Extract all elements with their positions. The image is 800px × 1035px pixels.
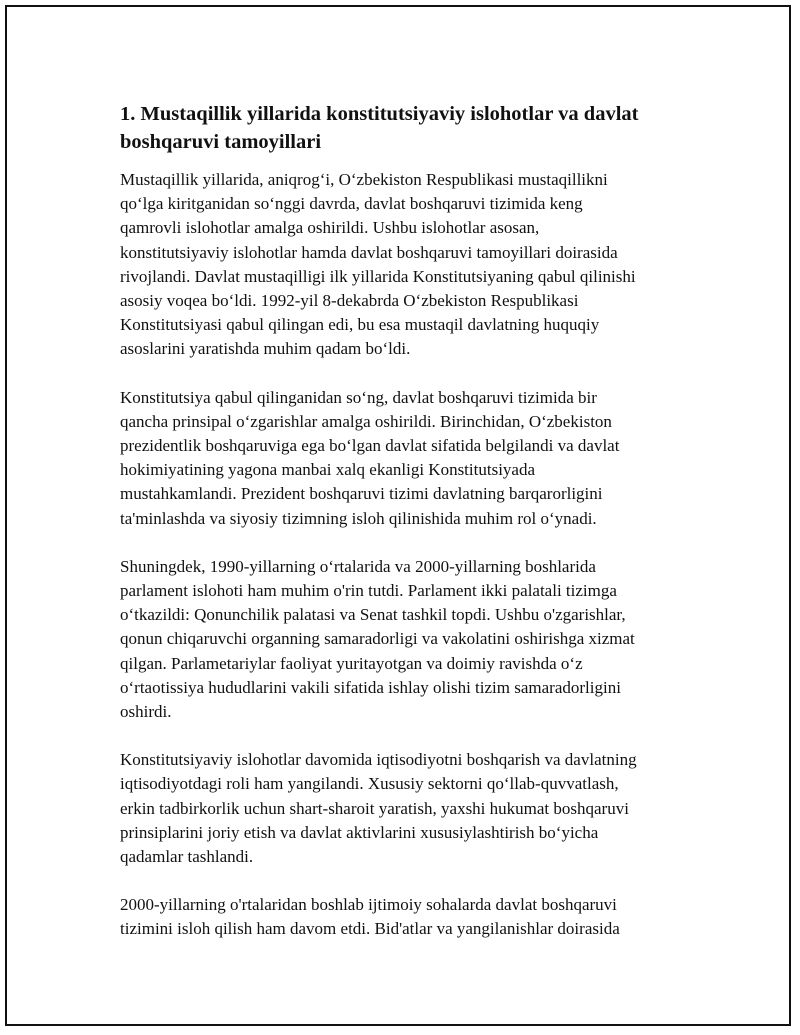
text-line: iqtisodiyotdagi roli ham yangilandi. Xususiy sektorni qo‘llab-quvvatlash,: [120, 774, 619, 794]
text-line: erkin tadbirkorlik uchun shart-sharoit yaratish, yaxshi hukumat boshqaruvi: [120, 798, 629, 818]
paragraph-3: [120, 555, 690, 724]
text-line: Konstitutsiyaviy islohotlar davomida iqtisodiyotni boshqarish va davlatning: [120, 750, 637, 770]
paragraph-1: [120, 168, 690, 362]
paragraph-2: [120, 386, 690, 531]
text-line: parlament islohoti ham muhim o'rin tutdi. Parlament ikki palatali tizimga: [120, 581, 617, 601]
text-line: 2000-yillarning o'rtalaridan boshlab ijtimoiy sohalarda davlat boshqaruvi: [120, 895, 617, 915]
text-line: o‘tkazildi: Qonunchilik palatasi va Senat tashkil topdi. Ushbu o'zgarishlar,: [120, 605, 626, 625]
text-line: qadamlar tashlandi.: [120, 847, 254, 867]
document-body: [120, 100, 690, 966]
text-line: asosiy voqea bo‘ldi. 1992-yil 8-dekabrda O‘zbekiston Respublikasi: [120, 291, 579, 311]
text-line: tizimini isloh qilish ham davom etdi. Bid'atlar va yangilanishlar doirasida: [120, 919, 620, 939]
text-line: hokimiyatining yagona manbai xalq ekanligi Konstitutsiyada: [120, 460, 536, 480]
text-line: rivojlandi. Davlat mustaqilligi ilk yillarida Konstitutsiyaning qabul qilinishi: [120, 266, 636, 286]
text-line: qonun chiqaruvchi organning samaradorligi va vakolatini oshirishga xizmat: [120, 629, 635, 649]
text-line: oshirdi.: [120, 702, 172, 722]
text-line: Shuningdek, 1990-yillarning o‘rtalarida va 2000-yillarning boshlarida: [120, 556, 596, 576]
text-line: Konstitutsiya qabul qilinganidan so‘ng, davlat boshqaruvi tizimida bir: [120, 387, 597, 407]
paragraph-5: [120, 893, 690, 941]
text-line: qancha prinsipal o‘zgarishlar amalga oshirildi. Birinchidan, O‘zbekiston: [120, 411, 612, 431]
page-frame: [5, 5, 791, 1026]
text-line: prinsiplarini joriy etish va davlat aktivlarini xususiylashtirish bo‘yicha: [120, 822, 599, 842]
text-line: konstitutsiyaviy islohotlar hamda davlat boshqaruvi tamoyillari doirasida: [120, 242, 618, 262]
section-heading: [120, 100, 690, 156]
heading-line: 1. Mustaqillik yillarida konstitutsiyaviy islohotlar va davlat: [120, 103, 639, 125]
text-line: o‘rtaotissiya hududlarini vakili sifatida ishlay olishi tizim samaradorligini: [120, 677, 621, 697]
paragraph-4: [120, 748, 690, 869]
text-line: qo‘lga kiritganidan so‘nggi davrda, davlat boshqaruvi tizimida keng: [120, 194, 583, 214]
text-line: ta'minlashda va siyosiy tizimning isloh qilinishida muhim rol o‘ynadi.: [120, 508, 597, 528]
heading-line: boshqaruvi tamoyillari: [120, 131, 322, 153]
text-line: prezidentlik boshqaruviga ega bo‘lgan davlat sifatida belgilandi va davlat: [120, 436, 620, 456]
text-line: Mustaqillik yillarida, aniqrog‘i, O‘zbekiston Respublikasi mustaqillikni: [120, 170, 608, 189]
text-line: asoslarini yaratishda muhim qadam bo‘ldi.: [120, 339, 411, 359]
text-line: qamrovli islohotlar amalga oshirildi. Ushbu islohotlar asosan,: [120, 218, 540, 238]
text-line: mustahkamlandi. Prezident boshqaruvi tizimi davlatning barqarorligini: [120, 484, 603, 504]
text-line: Konstitutsiyasi qabul qilingan edi, bu esa mustaqil davlatning huquqiy: [120, 315, 600, 335]
text-line: qilgan. Parlametariylar faoliyat yuritayotgan va doimiy ravishda o‘z: [120, 653, 583, 673]
